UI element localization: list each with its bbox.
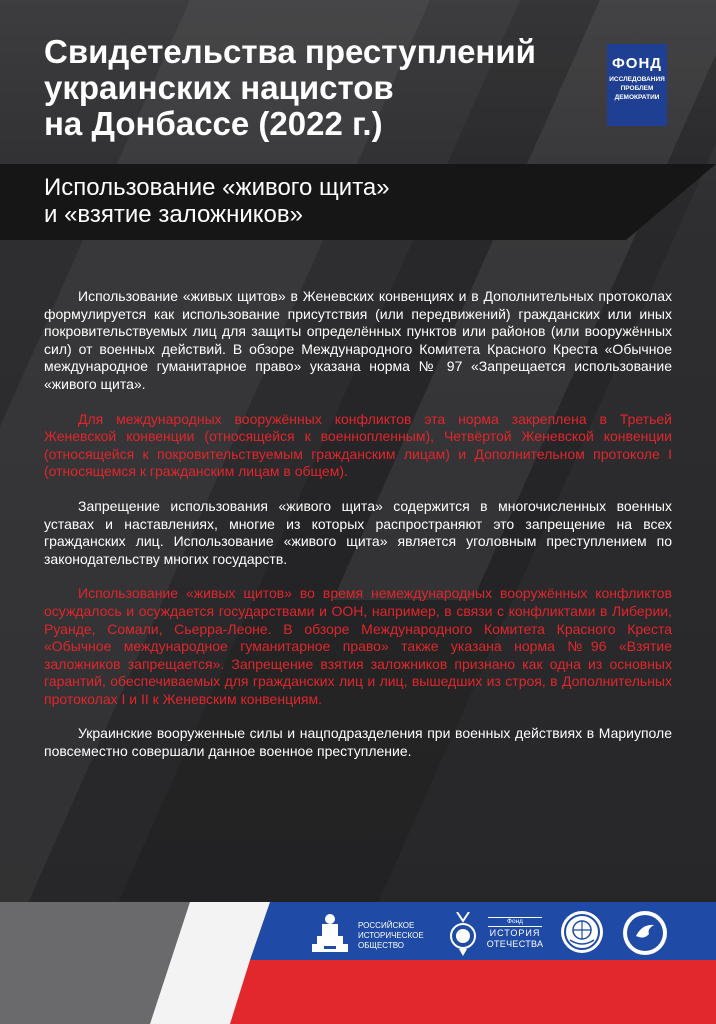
history-fund-line: ОТЕЧЕСТВА: [486, 939, 544, 949]
subtitle-line: Использование «живого щита»: [44, 174, 390, 201]
paragraph: Использование «живых щитов» в Женевских конвенциях и в Дополнительных протоколах формулируется как использование присутствия (или передвижений) гражданских или иных покровительствуемых лиц для защиты определённых пунктов или районов (или вооружённых сил) от военных действий. В обзоре Международного Комитета Красного Креста «Обычное международное гуманитарное право» указана норма № 97 «Запрещается использование «живого щита».: [44, 288, 672, 392]
logo-line: ИССЛЕДОВАНИЯ: [609, 76, 665, 83]
history-fund-text: [484, 917, 546, 950]
page-title: [44, 34, 564, 142]
logo-subtext: [607, 75, 667, 102]
rio-logo: [308, 910, 438, 956]
paragraph-highlight: Использование «живых щитов» во время немеждународных вооружённых конфликтов осуждалось и осуждается государствами и ООН, например, в связи с конфликтами в Либерии, Руанде, Сомали, Сьерра-Леоне. В обзоре Международного Комитета Красного Креста «Обычное международное гуманитарное право» также указана норма №96 «Взятие заложников запрещается». Запрещение взятия заложников признано как одна из основных гарантий, обеспечиваемых для гражданских лиц и лиц, вышедших из строя, в Дополнительных протоколах I и II к Женевским конвенциям.: [44, 585, 672, 707]
dove-emblem-icon: [622, 910, 668, 956]
title-line: Свидетельства преступлений: [44, 33, 536, 70]
logo-line: ДЕМОКРАТИИ: [614, 94, 660, 101]
history-fund-line: ИСТОРИЯ: [489, 928, 541, 938]
history-fund-line: Фонд: [488, 917, 542, 927]
rio-text: [358, 921, 424, 951]
subtitle: [44, 174, 390, 228]
rio-line: ИСТОРИЧЕСКОЕ: [358, 931, 424, 940]
history-fund-logo: [448, 908, 558, 958]
monument-emblem-icon: [308, 910, 352, 954]
rio-line: РОССИЙСКОЕ: [358, 921, 415, 930]
article-body: [44, 288, 672, 778]
logo-line: ПРОБЛЕМ: [620, 85, 654, 92]
title-line: на Донбассе (2022 г.): [44, 105, 383, 142]
title-line: украинских нацистов: [44, 69, 394, 106]
logo-word: ФОНД: [612, 55, 662, 72]
footer: [0, 902, 716, 1024]
subtitle-band: [0, 164, 716, 240]
paragraph-highlight: Для международных вооружённых конфликтов эта норма закреплена в Третьей Женевской конвенции (относящейся к военнопленным), Четвёртой Женевской конвенции (относящейся к покровительствуемым гражданским лицам) и Дополнительном протоколе I (относящемся к гражданским лицам в общем).: [44, 410, 672, 480]
subtitle-line: и «взятие заложников»: [44, 201, 303, 228]
paragraph: Украинские вооруженные силы и нацподразделения при военных действиях в Мариуполе повсеместно совершали данное военное преступление.: [44, 725, 672, 760]
medal-emblem-icon: [448, 912, 478, 956]
rio-line: ОБЩЕСТВО: [358, 941, 404, 950]
fond-democracy-logo: [607, 44, 667, 126]
globe-emblem-icon: [560, 910, 604, 954]
paragraph: Запрещение использования «живого щита» содержится в многочисленных военных уставах и наставлениях, многие из которых распространяют это запрещение на всех гражданских лиц. Использование «живого щита» является уголовным преступлением по законодательству многих государств.: [44, 497, 672, 567]
